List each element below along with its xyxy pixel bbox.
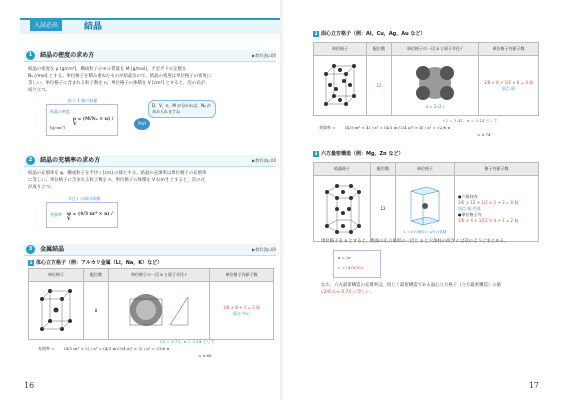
bcc-relation-cell	[109, 282, 210, 340]
page-number: 17	[528, 381, 539, 390]
speech-bubble: D，V，n，M が分かれば，Nₐ が求められますね	[148, 100, 216, 118]
hex-atoms-label: ●六角柱内	[458, 193, 478, 199]
fcc-relation-cell	[392, 56, 479, 116]
fcc-fill-label: 充填率 =	[319, 125, 336, 130]
section-1-body	[28, 66, 272, 94]
fcc-fill-result: ≒ 0.74	[477, 132, 491, 137]
left-page	[0, 0, 280, 400]
body-line: 成り立つ。	[28, 88, 50, 93]
unit-atoms-label: ●単位格子内	[458, 211, 482, 217]
hcp-table	[313, 162, 539, 242]
bullet-square-icon: 1	[29, 260, 33, 265]
body-line: が成り立つ。	[28, 185, 55, 190]
bcc-subheading	[28, 259, 162, 266]
fill-formula-box	[46, 202, 118, 228]
relation-line: a = 2r	[338, 255, 351, 260]
unit-atoms-formula: 1/6 × 4 + 1/12 × 4 + 1 = 2 個	[458, 217, 519, 223]
fcc-relation: a = 2√2 r	[425, 103, 445, 109]
col-header: 配位数	[371, 163, 396, 176]
hcp-note	[321, 282, 543, 296]
hcp-relation-box	[333, 250, 381, 278]
bcc-fill-label: 充填率 =	[38, 346, 55, 351]
body-line: 結晶の充填率を φ，構成粒子を半径 r [cm] の球とする。結晶の充填率は単位格子の充填率	[28, 171, 207, 176]
fcc-fill-calc: (4/3 πr³ × 4) / a³ = (4/3 π(√2/4 a)³ × 4) / a³ = √2/6 π	[345, 125, 451, 130]
fcc-atoms-cell	[479, 56, 539, 116]
relation-line: c = (4√6/3) r	[338, 265, 364, 270]
density-formula: ρ = (M/Nₐ × n) / V	[73, 117, 114, 127]
bullet-square-icon: 2	[314, 31, 318, 36]
section-3-title	[24, 244, 276, 256]
body-line: 等しい。単位格子に含まれる粒子数を n，単位格子の体積を V [cm³] とすると，次の式が	[28, 81, 205, 86]
fcc-lattice-icon	[320, 60, 360, 110]
hcp-atoms-cell	[455, 176, 539, 242]
section-number: 2	[26, 156, 35, 165]
bcc-table	[28, 268, 274, 340]
formula-label: 充填率	[50, 212, 62, 217]
density-formula-box	[46, 104, 118, 136]
section-1-title	[24, 50, 276, 62]
col-header: 単位格子の一辺 a と原子半径 r	[392, 43, 479, 56]
page-number: 16	[24, 381, 35, 390]
fcc-sphere-model-icon	[405, 63, 465, 103]
right-page	[283, 0, 563, 400]
section-title-text: 結晶の密度の求め方	[40, 52, 95, 59]
formula-annotation: 粒子 1 個の質量	[68, 98, 98, 103]
fcc-coordination: 12	[367, 56, 392, 116]
col-header: 単位格子	[314, 43, 367, 56]
bcc-fill-calc: (4/3 πr³ × 2) / a³ = (4/3 π(√3/4 a)³ × 2) / a³ = √3/8 π	[64, 346, 170, 351]
bcc-fill-result: ≒ 0.68	[198, 353, 212, 358]
note-line: なお，六方最密構造の充填率は，同じく最密構造である面心立方格子（立方最密構造）の値	[321, 283, 502, 288]
bcc-cell-diagram	[29, 282, 84, 340]
fcc-subheading	[313, 30, 425, 37]
formula-unit: [g/cm³]	[50, 125, 65, 130]
chapter-title: 結晶	[84, 22, 103, 32]
body-line: に等しい。単位格子に含まれる粒子数を n，単位格子の体積を V [cm³] とすると，次の式	[28, 178, 205, 183]
col-header: 単位格子	[29, 269, 84, 282]
section-title-text: 結晶の充填率の求め方	[40, 157, 101, 164]
hcp-relation-text: 単位格子を a とすると，底面の正六角形の一辺と a と六角柱の高さ c は次のようにまとめる。	[321, 239, 509, 244]
hcp-cell-diagram	[314, 176, 371, 242]
hcp-coordination: 12	[371, 176, 396, 242]
col-header: 配位数	[84, 269, 109, 282]
section-title-text: 金属結晶	[40, 246, 65, 253]
bcc-atoms-formula: 1/8 × 8 + 1 = 2 個	[222, 304, 261, 310]
fcc-fill-note: √2 = 1.41，π = 3.14 として	[443, 118, 498, 123]
bcc-atoms-cell	[210, 282, 274, 340]
hcp-caption: 1 つの六角柱の 1/3 の体積	[403, 229, 447, 234]
bullet-square-icon: 3	[314, 151, 318, 156]
hcp-unit-icon	[405, 183, 445, 229]
col-header: 単位格子の一辺 a と原子半径 r	[109, 269, 210, 282]
subheading-text: 体心立方格子（例：アルカリ金属（Li，Na，K）など）	[36, 260, 163, 266]
col-header: 配位数	[367, 43, 392, 56]
col-header: 結晶格子	[314, 163, 371, 176]
fcc-atoms-formula: 1/8 × 8 + 1/2 × 6 = 4 個	[483, 79, 534, 85]
col-header: 単位格子内原子数	[479, 43, 539, 56]
col-header: 格子内原子数	[455, 163, 539, 176]
section-2-title	[24, 155, 276, 167]
subheading-text: 面心立方格子（例：Al，Cu，Ag，Au など）	[321, 31, 426, 37]
mascot-icon: Prof	[134, 118, 150, 130]
hex-atoms-formula: 1/6 × 12 + 1/2 × 2 + 3 = 6 個	[458, 199, 519, 205]
fill-formula: φ = (4/3 πr³ × n) / V	[67, 212, 113, 222]
hcp-subheading	[313, 150, 403, 157]
textbook-ref: ▶教科書p.00	[252, 247, 276, 252]
section-number: 3	[26, 245, 35, 254]
bcc-fill-note: √3 = 1.73，π = 3.14 として	[160, 339, 215, 344]
formula-label: 結晶の密度	[50, 109, 70, 114]
body-line: 結晶の密度を ρ [g/cm³]，構成粒子のモル質量を M [g/mol]，アボガドロ定数を	[28, 67, 187, 72]
fcc-atoms-labels: 頂点 面	[501, 85, 516, 91]
hcp-lattice-icon	[319, 180, 365, 236]
col-header: 単位格子内原子数	[210, 269, 274, 282]
subheading-text: 六方最密構造（例：Mg，Zn など）	[321, 151, 404, 157]
fcc-cell-diagram	[314, 56, 367, 116]
bcc-atoms-labels: 頂点 中心	[232, 310, 251, 316]
bcc-sphere-model-icon	[124, 285, 194, 335]
textbook-ref: ▶教科書p.00	[252, 53, 276, 58]
hcp-unit-cell	[396, 176, 455, 242]
body-line: Nₐ [/mol] とする。単位格子を積み重ねたものが結晶なので，結晶の密度は単位格子の密度に	[28, 74, 212, 79]
section-number: 1	[26, 51, 35, 60]
exam-tag: 入試必出	[30, 18, 62, 31]
fcc-table	[313, 42, 539, 116]
section-2-body	[28, 170, 272, 191]
note-line: √2/6 π ≒ 0.74 に等しい。	[321, 290, 375, 295]
textbook-ref: ▶教科書p.00	[252, 158, 276, 163]
hex-atoms-labels: 頂点 面 内部	[458, 205, 481, 211]
col-header: 単位格子	[396, 163, 455, 176]
bcc-lattice-icon	[36, 285, 76, 335]
bcc-coordination: 8	[84, 282, 109, 340]
formula-annotation: 半径 r の球の体積	[68, 196, 101, 201]
